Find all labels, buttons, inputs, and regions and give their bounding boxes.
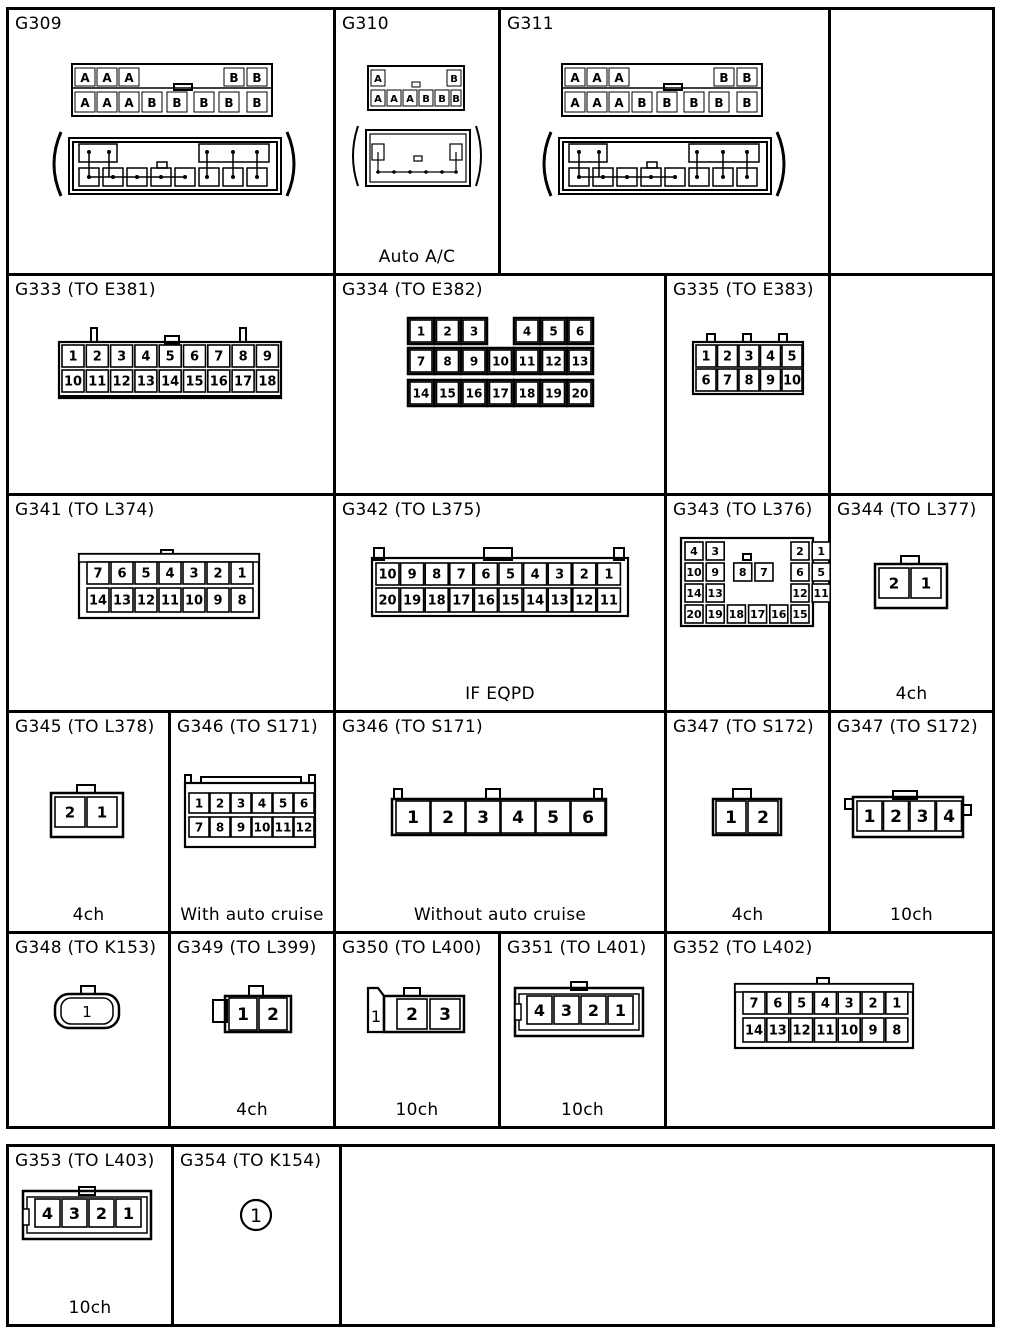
connector-note: 4ch: [895, 684, 928, 704]
pin-label: 1: [82, 1003, 92, 1021]
pin-label: 2: [888, 574, 900, 593]
pin-label: B: [452, 94, 460, 105]
pin-label: 19: [545, 386, 562, 401]
pin-label: 2: [796, 544, 804, 558]
pin-label: 1: [920, 574, 932, 593]
pin-label: 14: [88, 593, 108, 609]
connector-cell-g310: [336, 10, 498, 273]
connector-cell-g342: [336, 496, 664, 710]
connector-title: G348 (TO K153): [15, 938, 157, 958]
pin-label: 11: [274, 820, 292, 835]
pin-label: 2: [406, 1005, 418, 1026]
connector-note: Without auto cruise: [413, 905, 587, 925]
pin-label: 3: [560, 1000, 573, 1020]
connector-diagram-g348: [53, 984, 125, 1034]
pin-label: 5: [787, 349, 797, 365]
latch-tab: [240, 328, 246, 342]
pin-label: 10: [253, 820, 271, 835]
connector-diagram-g342: [370, 544, 632, 624]
pin-label: 18: [518, 386, 536, 401]
pin-label: B: [229, 71, 239, 85]
pin-label: 16: [465, 386, 483, 401]
pin-label: 15: [439, 386, 456, 401]
connector-note: Auto A/C: [378, 247, 456, 267]
connector-cell-g345: [9, 713, 168, 931]
pin-label: 17: [749, 607, 766, 621]
col-divider: [828, 273, 831, 496]
pin-label: 13: [571, 354, 589, 369]
pin-label: 10: [782, 373, 802, 389]
pin-label: 11: [813, 586, 829, 600]
pin-label: B: [662, 96, 672, 110]
connector-diagram-g335: [685, 330, 815, 400]
pin-label: 7: [749, 996, 759, 1012]
pin-label: 7: [722, 373, 733, 389]
pin-label: 10: [378, 567, 397, 583]
latch-tab: [779, 334, 787, 342]
pin-label: 2: [267, 1005, 279, 1026]
pin-label: A: [406, 94, 414, 105]
latch-tab: [486, 789, 500, 799]
pin-label: 18: [728, 607, 745, 621]
pin-label: 11: [816, 1023, 835, 1039]
pin-label: 8: [738, 565, 747, 579]
connector-cell-g335: [667, 276, 828, 493]
pin-label: 6: [299, 796, 309, 811]
pin-label: 8: [892, 1023, 902, 1039]
pin-label: 13: [112, 593, 132, 609]
pin-label: 3: [744, 349, 754, 365]
connector-title: G354 (TO K154): [180, 1151, 322, 1171]
pin-label: A: [124, 71, 134, 85]
pin-label: 5: [165, 349, 175, 365]
connector-cell-g309: [9, 10, 333, 273]
pin-label: A: [592, 71, 602, 85]
pin-label: 11: [160, 593, 180, 609]
latch-tab: [594, 789, 602, 799]
connector-note: 4ch: [236, 1100, 268, 1120]
pin-label: 6: [796, 565, 804, 579]
connector-cell-g349: [171, 934, 333, 1126]
connector-diagram-g343: [679, 536, 829, 631]
pin-label: 12: [112, 374, 131, 390]
pin-label: B: [714, 96, 724, 110]
pin-label: 6: [773, 996, 783, 1012]
connector-diagram-g354: [236, 1195, 276, 1235]
pin-label: 20: [378, 593, 397, 609]
pin-label: A: [102, 71, 112, 85]
pin-label: 4: [522, 324, 532, 339]
connector-note: 10ch: [890, 905, 933, 925]
connector-outline: [735, 984, 913, 992]
pin-label: 12: [575, 593, 594, 609]
latch-tab: [91, 328, 97, 342]
pin-label: 16: [209, 374, 228, 390]
col-divider: [828, 7, 831, 276]
pin-label: 3: [477, 808, 489, 829]
pin-label: A: [570, 71, 580, 85]
pin-label: B: [252, 71, 262, 85]
connector-cell-g354: [174, 1147, 339, 1324]
pin-label: B: [742, 71, 752, 85]
connector-title: G345 (TO L378): [15, 717, 155, 737]
pin-label: 19: [403, 593, 422, 609]
pin-label: 7: [456, 567, 466, 583]
connector-cell-g347a: [667, 713, 828, 931]
pin-label: 5: [797, 996, 807, 1012]
connector-diagram-g345: [47, 783, 129, 843]
pin-label: 3: [236, 796, 246, 811]
connector-diagram-g352: [733, 976, 923, 1051]
pin-label: 4: [141, 349, 151, 365]
connector-title: G334 (TO E382): [342, 280, 483, 300]
connector-cell-g333: [9, 276, 333, 493]
connector-diagram-g351: [513, 980, 653, 1040]
connector-title: G344 (TO L377): [837, 500, 977, 520]
pin-label: 5: [817, 565, 826, 579]
connector-cell-g353: [9, 1147, 171, 1324]
pin-label: B: [422, 94, 430, 105]
pin-label: 5: [505, 567, 516, 583]
pin-label: 12: [792, 586, 808, 600]
pin-label: 8: [443, 354, 452, 369]
pin-label: 9: [236, 820, 246, 835]
pin-label: 2: [587, 1000, 600, 1020]
pin-label: 14: [161, 374, 180, 390]
pin-label: 4: [690, 544, 698, 558]
pin-label: 14: [526, 593, 545, 609]
pin-label: 1: [863, 807, 876, 828]
pin-label: 10: [840, 1023, 859, 1039]
pin-label: 8: [215, 820, 225, 835]
pin-label: 2: [442, 808, 454, 829]
connector-cell-g347b: [831, 713, 992, 931]
pin-label: 17: [234, 374, 253, 390]
pin-label: 3: [189, 566, 199, 582]
pin-label: 9: [469, 354, 479, 369]
pin-label: 11: [88, 374, 107, 390]
pin-label: 8: [432, 567, 442, 583]
connector-cell-g334: [336, 276, 664, 493]
pin-label: 3: [555, 567, 565, 583]
pin-label: A: [80, 96, 90, 110]
pin-label: 1: [370, 1007, 382, 1026]
pin-label: 5: [547, 808, 559, 829]
pin-label: 3: [439, 1005, 451, 1026]
latch-tab: [249, 986, 263, 996]
pin-label: 2: [722, 349, 733, 365]
pin-label: 1: [407, 808, 419, 829]
connector-diagram-g334: [406, 316, 596, 416]
pin-label: 1: [237, 1005, 249, 1026]
pin-label: 15: [792, 607, 808, 621]
pin-label: 5: [141, 566, 151, 582]
pin-label: 2: [890, 807, 902, 828]
pin-label: 4: [943, 807, 955, 828]
connector-diagram-g346b: [390, 787, 610, 841]
latch-tab: [707, 334, 715, 342]
pin-label: 18: [427, 593, 446, 609]
pin-label: B: [742, 96, 752, 110]
pin-label: 4: [512, 808, 524, 829]
pin-label: 2: [64, 803, 76, 822]
pin-label: A: [390, 94, 398, 105]
connector-outline: [23, 1209, 29, 1225]
col-divider: [339, 1144, 342, 1327]
connector-title: G333 (TO E381): [15, 280, 156, 300]
pin-label: B: [450, 74, 458, 85]
connector-title: G346 (TO S171): [342, 717, 483, 737]
pin-label: 11: [599, 593, 618, 609]
pin-label: 2: [213, 566, 223, 582]
pin-label: 1: [68, 349, 78, 365]
pin-label: 1: [604, 567, 614, 583]
connector-diagram-g347b: [843, 789, 983, 841]
pin-label: 10: [63, 374, 83, 390]
pin-label: 20: [571, 386, 589, 401]
pin-label: 8: [237, 593, 247, 609]
pin-label: 7: [760, 565, 768, 579]
connector-title: G311: [507, 14, 554, 34]
pin-label: 9: [711, 565, 720, 579]
pin-label: 18: [258, 374, 277, 390]
pin-label: 1: [122, 1203, 135, 1223]
pin-label: 7: [214, 349, 224, 365]
pin-label: 12: [792, 1023, 811, 1039]
pin-label: 19: [707, 607, 723, 621]
pin-label: 17: [492, 386, 509, 401]
pin-label: 12: [545, 354, 562, 369]
pin-label: 9: [407, 567, 417, 583]
pin-label: 4: [533, 1000, 546, 1020]
pin-label: 2: [443, 324, 452, 339]
pin-label: 2: [92, 349, 102, 365]
pin-label: B: [224, 96, 234, 110]
pin-label: B: [252, 96, 262, 110]
pin-label: 13: [768, 1023, 787, 1039]
latch-tab: [394, 789, 402, 799]
pin-label: 12: [136, 593, 156, 609]
latch-tab: [733, 789, 751, 799]
pin-label: 13: [707, 586, 723, 600]
connector-title: G341 (TO L374): [15, 500, 155, 520]
connector-diagram-g311: [529, 60, 799, 195]
pin-label: 5: [278, 796, 288, 811]
connector-cell-g344: [831, 496, 992, 710]
pin-label: 1: [701, 349, 711, 365]
pin-label: 15: [501, 593, 520, 609]
pin-label: 2: [95, 1203, 108, 1223]
connector-title: G343 (TO L376): [673, 500, 813, 520]
pin-label: 4: [820, 996, 830, 1012]
connector-diagram-g349: [209, 984, 299, 1038]
pin-label: 6: [189, 349, 200, 365]
pin-label: B: [637, 96, 647, 110]
pin-label: B: [689, 96, 699, 110]
connector-title: G347 (TO S172): [673, 717, 814, 737]
pin-label: 3: [844, 996, 854, 1012]
connector-title: G310: [342, 14, 389, 34]
pin-label: 6: [701, 373, 711, 389]
pin-label: A: [570, 96, 580, 110]
pin-label: 4: [257, 796, 267, 811]
pin-label: 6: [582, 808, 594, 829]
pin-label: 14: [686, 586, 702, 600]
connector-cell-g351: [501, 934, 664, 1126]
pin-label: 9: [213, 593, 223, 609]
pin-label: B: [438, 94, 446, 105]
pin-label: 16: [476, 593, 495, 609]
connector-note: 4ch: [731, 905, 764, 925]
pin-label: 2: [868, 996, 878, 1012]
connector-note: IF EQPD: [465, 684, 535, 704]
pin-label: 11: [518, 354, 536, 369]
pin-label: 15: [185, 374, 204, 390]
connector-note: 4ch: [72, 905, 105, 925]
connector-note: 10ch: [395, 1100, 439, 1120]
pin-label: A: [102, 96, 112, 110]
connector-diagram-g310: [346, 62, 488, 197]
connector-diagram-g353: [21, 1185, 161, 1245]
connector-title: G347 (TO S172): [837, 717, 978, 737]
pin-label: 3: [117, 349, 127, 365]
connector-title: G351 (TO L401): [507, 938, 647, 958]
pin-label: 14: [744, 1023, 764, 1039]
connector-title: G335 (TO E383): [673, 280, 814, 300]
pin-label: A: [124, 96, 134, 110]
connector-diagram-g350: [364, 984, 472, 1038]
pin-label: A: [592, 96, 602, 110]
pin-label: B: [172, 96, 182, 110]
pin-label: 2: [215, 796, 225, 811]
pin-label: 2: [757, 808, 769, 829]
pin-label: A: [374, 74, 382, 85]
pin-label: 4: [530, 567, 540, 583]
connector-note: With auto cruise: [180, 905, 324, 925]
connector-outline: [515, 1004, 521, 1020]
pin-label: 1: [614, 1000, 627, 1020]
connector-diagram-g347a: [711, 787, 785, 841]
pin-label: 6: [117, 566, 127, 582]
pin-label: 3: [711, 544, 720, 558]
pin-label: B: [147, 96, 157, 110]
pin-label: 14: [412, 386, 430, 401]
pin-label: 3: [469, 324, 479, 339]
connector-title: G350 (TO L400): [342, 938, 482, 958]
connector-title: G346 (TO S171): [177, 717, 318, 737]
connector-diagram-g344: [871, 554, 953, 614]
pin-label: 8: [238, 349, 248, 365]
pin-label: 10: [492, 354, 509, 369]
pin-label: 4: [41, 1203, 54, 1223]
pin-label: B: [199, 96, 209, 110]
connector-outline: [185, 775, 315, 783]
connector-cell-g352: [667, 934, 992, 1126]
connector-outline: [79, 554, 259, 562]
pin-label: 1: [249, 1205, 263, 1227]
pin-label: 8: [744, 373, 754, 389]
connector-cell-g311: [501, 10, 828, 273]
pin-label: 4: [765, 349, 776, 365]
connector-title: G309: [15, 14, 62, 34]
connector-diagram-g346a: [183, 773, 323, 853]
connector-note: 10ch: [68, 1298, 112, 1318]
connector-title: G353 (TO L403): [15, 1151, 155, 1171]
connector-title: G352 (TO L402): [673, 938, 813, 958]
pin-label: 16: [771, 607, 787, 621]
pin-label: 7: [416, 354, 426, 369]
pin-label: 9: [262, 349, 272, 365]
pin-label: 9: [868, 1023, 878, 1039]
pin-label: 13: [550, 593, 569, 609]
pin-label: 1: [892, 996, 902, 1012]
pin-label: 10: [184, 593, 204, 609]
pin-label: 13: [136, 374, 155, 390]
pin-label: 1: [96, 803, 108, 822]
pin-label: 1: [725, 808, 737, 829]
connector-diagram-g333: [55, 326, 285, 406]
connector-diagram-g309: [39, 60, 309, 195]
pin-label: A: [614, 96, 624, 110]
pin-label: A: [80, 71, 90, 85]
pin-label: 9: [765, 373, 776, 389]
pin-label: 1: [817, 544, 826, 558]
pin-label: 7: [194, 820, 204, 835]
pin-label: A: [614, 71, 624, 85]
pin-label: 5: [549, 324, 558, 339]
pin-label: 3: [68, 1203, 81, 1223]
connector-note: 10ch: [561, 1100, 604, 1120]
latch-tab: [743, 334, 751, 342]
pin-label: 3: [916, 807, 929, 828]
connector-title: G349 (TO L399): [177, 938, 317, 958]
connector-cell-g346b: [336, 713, 664, 931]
pin-label: 10: [686, 565, 702, 579]
pin-label: 1: [416, 324, 426, 339]
pin-label: 12: [295, 820, 313, 835]
pin-label: B: [719, 71, 729, 85]
connector-cell-g350: [336, 934, 498, 1126]
connector-cell-g348: [9, 934, 168, 1126]
pin-label: 4: [165, 566, 175, 582]
pin-label: 17: [452, 593, 471, 609]
pin-label: 7: [93, 566, 103, 582]
latch-tab: [743, 554, 751, 560]
pin-label: 6: [575, 324, 585, 339]
pin-label: 1: [237, 566, 247, 582]
connector-cell-g343: [667, 496, 828, 710]
connector-cell-g341: [9, 496, 333, 710]
pin-label: 20: [686, 607, 702, 621]
pin-label: 2: [579, 567, 589, 583]
pin-label: 1: [194, 796, 204, 811]
connector-diagram-g341: [77, 546, 267, 621]
pin-label: A: [374, 94, 382, 105]
connector-title: G342 (TO L375): [342, 500, 482, 520]
connector-cell-g346a: [171, 713, 333, 931]
pin-label: 6: [481, 567, 491, 583]
